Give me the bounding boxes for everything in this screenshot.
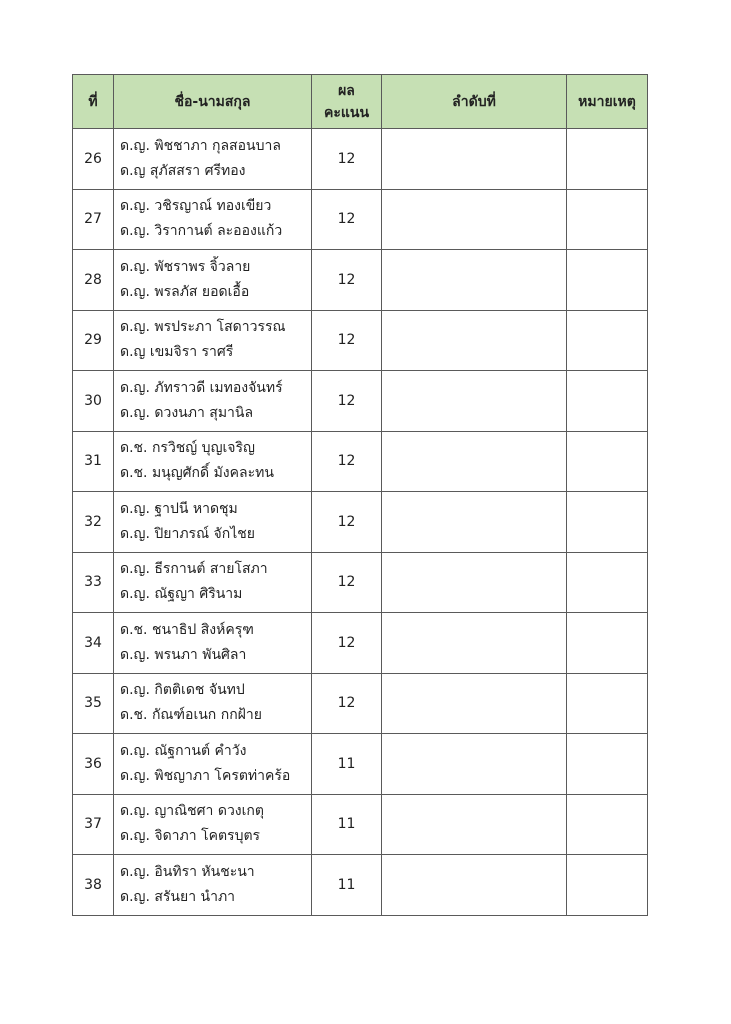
results-table (72, 74, 648, 916)
row-names (114, 492, 312, 553)
student-name-2: ด.ญ. วิรากานต์ ละอองแก้ว (120, 223, 283, 240)
row-note (567, 431, 648, 492)
student-name-2: ด.ญ เขมจิรา ราศรี (120, 344, 234, 361)
table-row (73, 855, 648, 916)
row-names (114, 250, 312, 311)
student-name-2: ด.ญ. จิดาภา โคตรบุตร (120, 828, 261, 845)
row-names (114, 613, 312, 674)
header-score (312, 75, 382, 129)
row-number: 26 (73, 129, 114, 190)
student-name-2: ด.ญ สุภัสสรา ศรีทอง (120, 162, 246, 179)
row-names (114, 431, 312, 492)
row-score: 12 (312, 552, 382, 613)
student-name-2: ด.ญ. สรันยา นำภา (120, 888, 236, 905)
row-score: 12 (312, 613, 382, 674)
row-score: 11 (312, 855, 382, 916)
row-score: 12 (312, 492, 382, 553)
student-name-1: ด.ญ. กิตติเดช จันทป (120, 682, 245, 699)
student-name-1: ด.ช. กรวิชญ์ บุญเจริญ (120, 440, 255, 457)
row-score: 12 (312, 310, 382, 371)
row-number: 30 (73, 371, 114, 432)
row-rank (382, 673, 567, 734)
row-note (567, 855, 648, 916)
student-name-1: ด.ญ. วชิรญาณ์ ทองเขียว (120, 198, 272, 215)
student-name-1: ด.ญ. ภัทราวดี เมทองจันทร์ (120, 379, 283, 396)
row-note (567, 492, 648, 553)
row-note (567, 189, 648, 250)
student-name-1: ด.ญ. ฐาปนี หาดชุม (120, 500, 238, 517)
table-row (73, 794, 648, 855)
row-names (114, 855, 312, 916)
row-note (567, 310, 648, 371)
row-number: 36 (73, 734, 114, 795)
row-names (114, 310, 312, 371)
student-name-2: ด.ญ. ณัฐญา ศิรินาม (120, 586, 243, 603)
row-number: 33 (73, 552, 114, 613)
row-names (114, 673, 312, 734)
header-score-line1: ผล (338, 82, 355, 99)
header-name: ชื่อ-นามสกุล (114, 75, 312, 129)
row-note (567, 613, 648, 674)
row-score: 12 (312, 431, 382, 492)
table-row (73, 431, 648, 492)
row-score: 11 (312, 794, 382, 855)
student-name-2: ด.ญ. พรลภัส ยอดเอื้อ (120, 283, 250, 300)
header-score-line2: คะแนน (323, 104, 370, 121)
row-number: 34 (73, 613, 114, 674)
row-rank (382, 129, 567, 190)
row-score: 12 (312, 673, 382, 734)
row-note (567, 129, 648, 190)
student-name-1: ด.ญ. ธีรกานต์ สายโสภา (120, 561, 268, 578)
header-note: หมายเหตุ (567, 75, 648, 129)
row-note (567, 371, 648, 432)
row-number: 31 (73, 431, 114, 492)
table-header (73, 75, 648, 129)
student-name-2: ด.ช. กัณฑ์อเนก กกฝ้าย (120, 707, 262, 724)
header-rank: ลำดับที่ (382, 75, 567, 129)
student-name-1: ด.ญ. อินทิรา หันชะนา (120, 863, 255, 880)
row-number: 32 (73, 492, 114, 553)
row-rank (382, 552, 567, 613)
row-score: 12 (312, 129, 382, 190)
table-row (73, 492, 648, 553)
header-no: ที่ (73, 75, 114, 129)
student-name-2: ด.ญ. พรนภา พันศิลา (120, 646, 247, 663)
table-body (73, 129, 648, 916)
row-score: 12 (312, 189, 382, 250)
row-number: 37 (73, 794, 114, 855)
table-row (73, 310, 648, 371)
student-name-1: ด.ช. ชนาธิป สิงห์ครุฑ (120, 621, 254, 638)
row-score: 12 (312, 250, 382, 311)
table-row (73, 552, 648, 613)
row-rank (382, 371, 567, 432)
row-number: 28 (73, 250, 114, 311)
row-rank (382, 613, 567, 674)
row-score: 12 (312, 371, 382, 432)
row-rank (382, 250, 567, 311)
row-rank (382, 855, 567, 916)
row-rank (382, 431, 567, 492)
row-note (567, 673, 648, 734)
table-row (73, 734, 648, 795)
row-number: 38 (73, 855, 114, 916)
student-name-2: ด.ญ. ปิยาภรณ์ จักไชย (120, 525, 255, 542)
row-number: 29 (73, 310, 114, 371)
student-name-1: ด.ญ. พัชราพร จิ้วลาย (120, 258, 251, 275)
student-name-1: ด.ญ. พิชชาภา กุลสอนบาล (120, 137, 281, 154)
table-row (73, 613, 648, 674)
row-rank (382, 189, 567, 250)
table-row (73, 189, 648, 250)
header-row (73, 75, 648, 129)
student-name-1: ด.ญ. ญาณิชศา ดวงเกตุ (120, 803, 264, 820)
row-note (567, 250, 648, 311)
student-name-1: ด.ญ. ณัฐกานต์ คำวัง (120, 742, 247, 759)
row-names (114, 794, 312, 855)
student-name-2: ด.ญ. ดวงนภา สุมานิล (120, 404, 254, 421)
row-rank (382, 734, 567, 795)
table-row (73, 371, 648, 432)
row-names (114, 552, 312, 613)
row-rank (382, 794, 567, 855)
student-name-2: ด.ช. มนุญศักดิ์ มังคละทน (120, 465, 274, 482)
row-names (114, 189, 312, 250)
row-number: 35 (73, 673, 114, 734)
row-number: 27 (73, 189, 114, 250)
table-row (73, 673, 648, 734)
row-score: 11 (312, 734, 382, 795)
row-names (114, 734, 312, 795)
student-name-1: ด.ญ. พรประภา โสดาวรรณ (120, 319, 286, 336)
row-rank (382, 492, 567, 553)
student-name-2: ด.ญ. พิชญาภา โครตท่าคร้อ (120, 767, 291, 784)
row-note (567, 734, 648, 795)
row-rank (382, 310, 567, 371)
row-note (567, 794, 648, 855)
table-row (73, 250, 648, 311)
row-names (114, 129, 312, 190)
row-names (114, 371, 312, 432)
table-row (73, 129, 648, 190)
row-note (567, 552, 648, 613)
